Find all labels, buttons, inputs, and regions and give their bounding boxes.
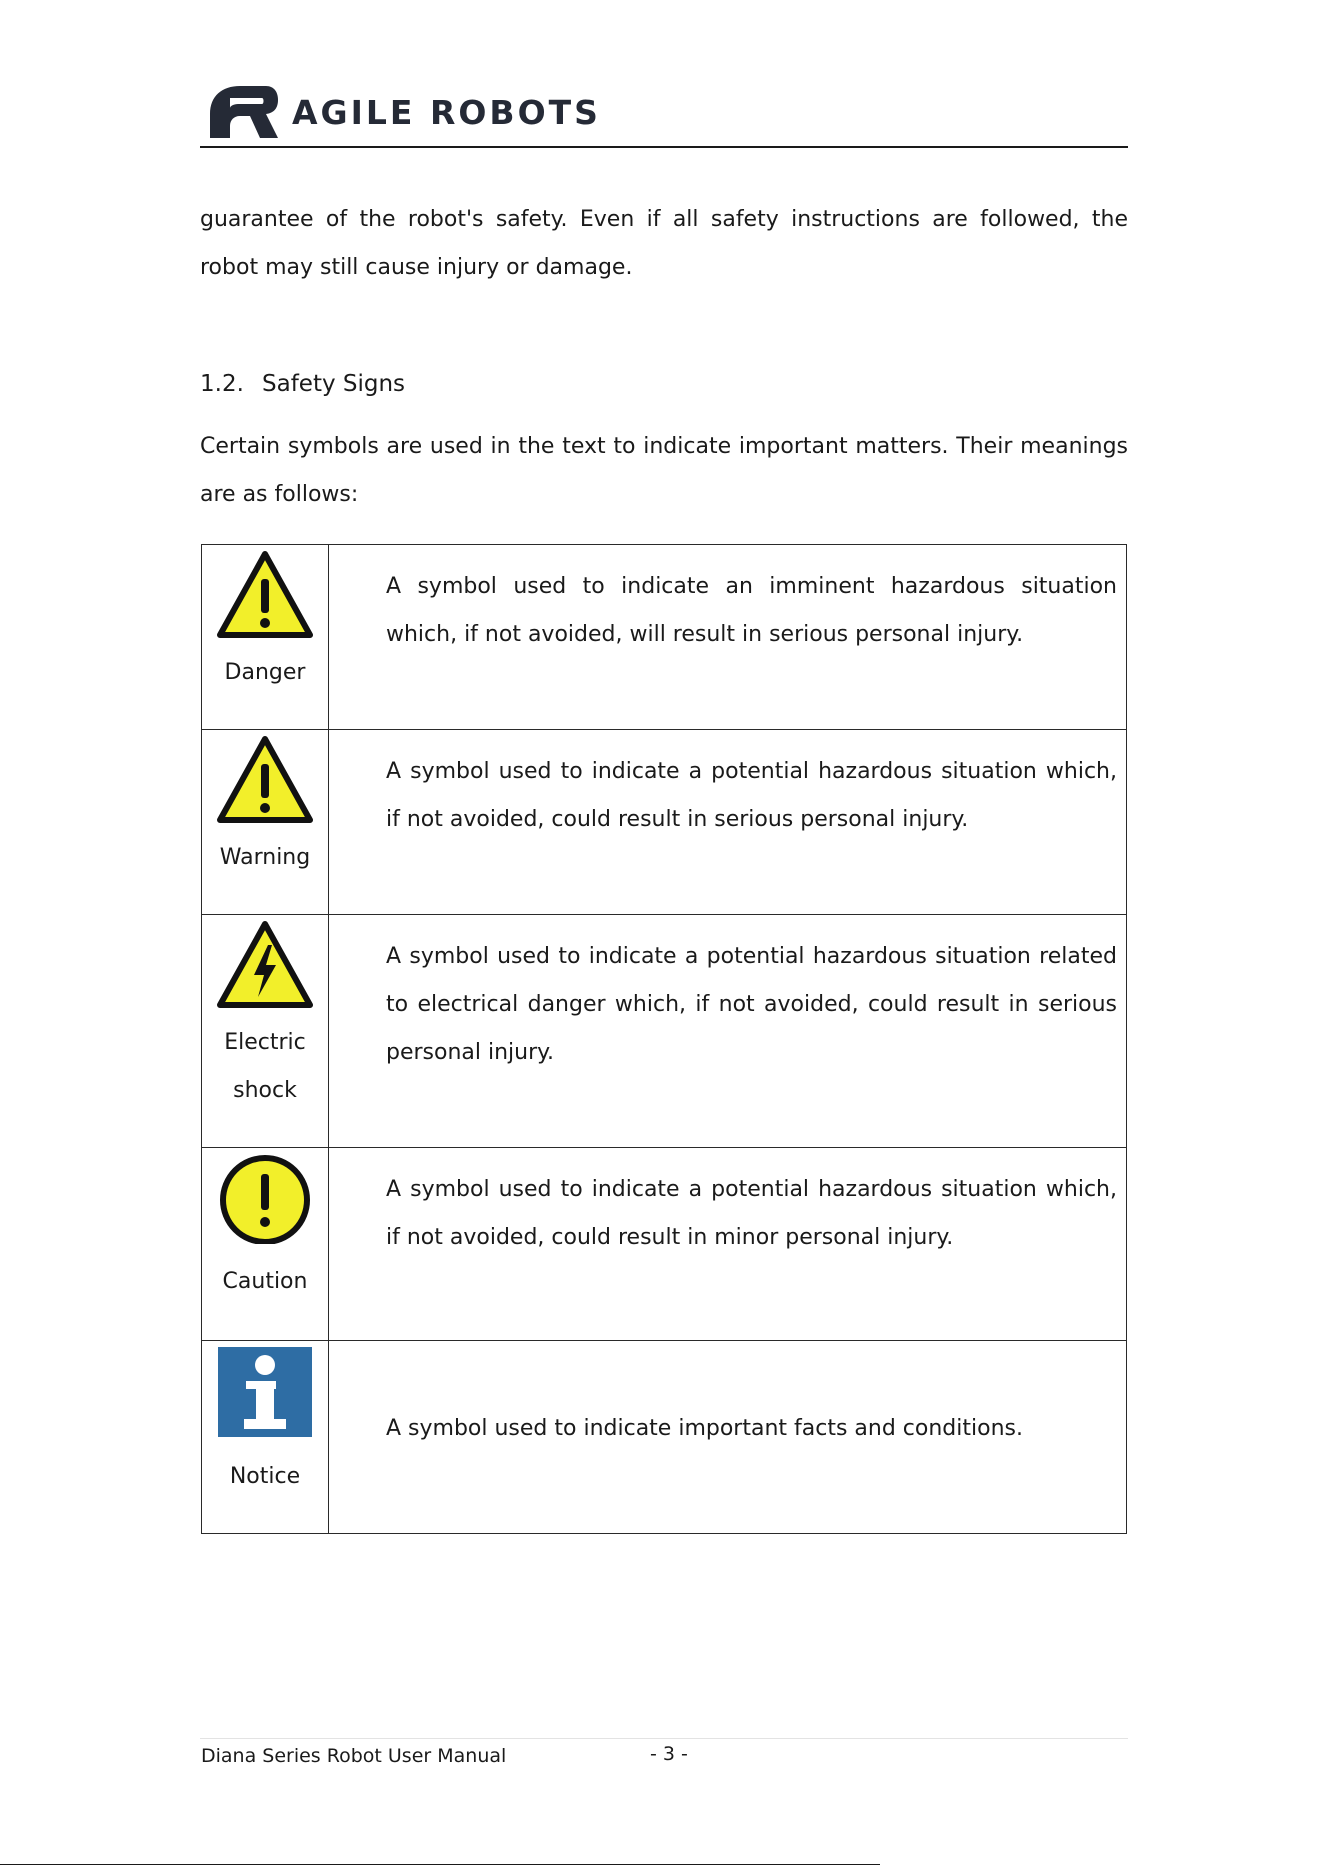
symbol-label: Electric shock xyxy=(224,1030,306,1103)
brand-name: AGILE ROBOTS xyxy=(292,93,601,132)
symbol-cell xyxy=(202,1148,329,1341)
page-header xyxy=(200,78,1128,148)
electric-shock-icon xyxy=(216,919,314,1011)
intro-paragraph: guarantee of the robot's safety. Even if all safety instructions are followed, the robot may still cause injury or damage. xyxy=(200,207,1128,280)
safety-signs-table xyxy=(201,544,1127,1534)
symbol-description: A symbol used to indicate important facts and conditions. xyxy=(386,1416,1023,1441)
danger-triangle-icon xyxy=(216,549,314,641)
symbol-description: A symbol used to indicate a potential hazardous situation related to electrical danger which, if not avoided, could result in serious personal injury. xyxy=(386,944,1117,1065)
bottom-rule xyxy=(0,1864,880,1865)
page-number: - 3 - xyxy=(650,1743,688,1765)
table-row xyxy=(202,730,1127,915)
agile-robots-logo-icon xyxy=(204,80,280,144)
symbol-cell xyxy=(202,730,329,915)
symbol-label: Warning xyxy=(219,845,311,870)
caution-circle-icon xyxy=(216,1152,314,1244)
symbol-label: Danger xyxy=(224,660,306,685)
table-row xyxy=(202,545,1127,730)
warning-triangle-icon xyxy=(216,734,314,826)
symbol-description: A symbol used to indicate an imminent hazardous situation which, if not avoided, will result in serious personal injury. xyxy=(386,574,1117,647)
symbol-cell xyxy=(202,1341,329,1534)
section-heading xyxy=(200,368,1128,400)
symbol-cell xyxy=(202,915,329,1148)
description-cell xyxy=(329,545,1127,730)
footer-manual-title: Diana Series Robot User Manual xyxy=(201,1745,507,1767)
section-number: 1.2. xyxy=(200,371,244,397)
footer-divider xyxy=(200,1738,1128,1739)
description-cell xyxy=(329,1148,1127,1341)
section-intro-paragraph: Certain symbols are used in the text to indicate important matters. Their meanings are as follows: xyxy=(200,434,1128,507)
table-row xyxy=(202,915,1127,1148)
symbol-label: Caution xyxy=(222,1269,308,1294)
table-row xyxy=(202,1148,1127,1341)
symbol-label: Notice xyxy=(229,1464,301,1489)
symbol-description: A symbol used to indicate a potential hazardous situation which, if not avoided, could result in serious personal injury. xyxy=(386,759,1117,832)
section-title: Safety Signs xyxy=(262,371,406,397)
symbol-cell xyxy=(202,545,329,730)
notice-info-icon xyxy=(216,1345,314,1437)
symbol-description: A symbol used to indicate a potential hazardous situation which, if not avoided, could result in minor personal injury. xyxy=(386,1177,1117,1250)
manual-page xyxy=(200,0,1128,1872)
description-cell xyxy=(329,915,1127,1148)
description-cell xyxy=(329,730,1127,915)
table-row xyxy=(202,1341,1127,1534)
description-cell xyxy=(329,1341,1127,1534)
